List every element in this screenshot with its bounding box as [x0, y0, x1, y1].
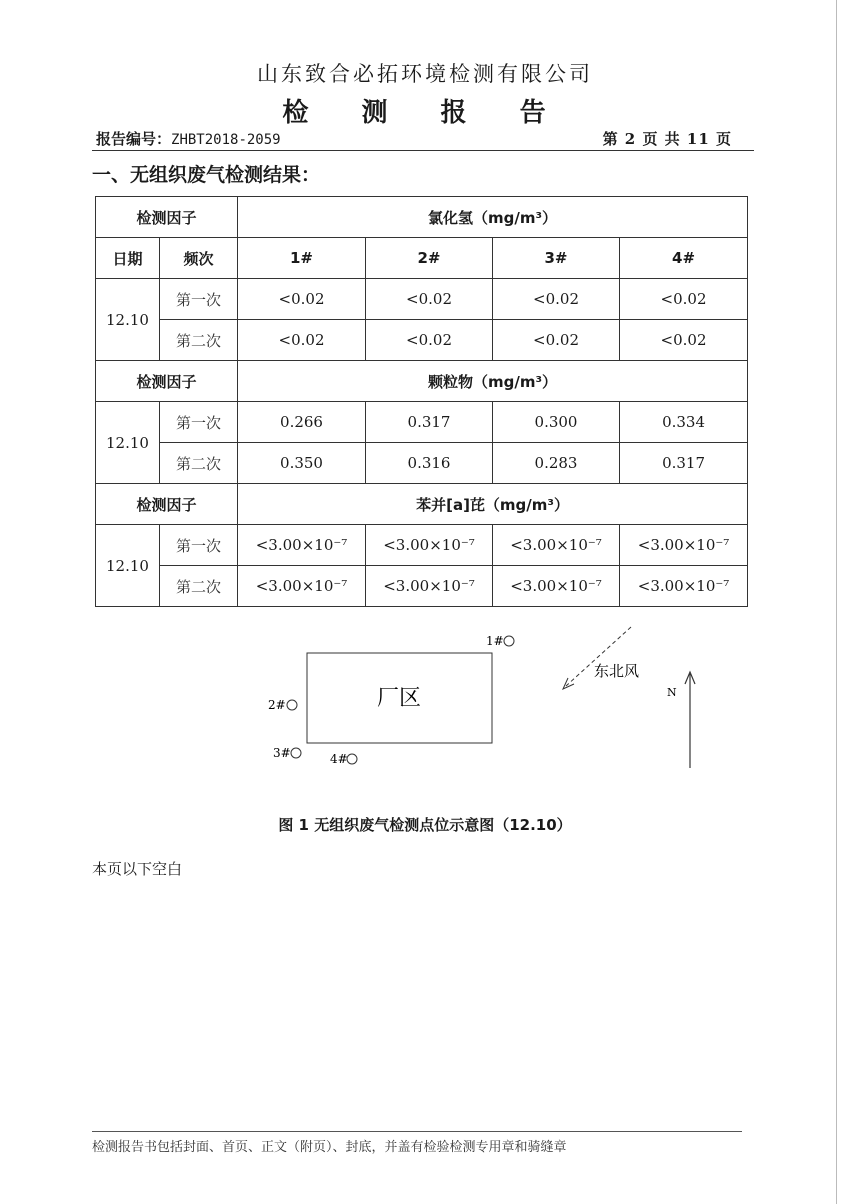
date-cell: 12.10 — [96, 402, 160, 484]
footer-note: 检测报告书包括封面、首页、正文（附页）、封底，并盖有检验检测专用章和骑缝章 — [92, 1140, 567, 1155]
wind-direction-label: 东北风 — [594, 662, 640, 680]
report-title: 检 测 报 告 — [282, 98, 568, 128]
value-cell: <3.00×10⁻⁷ — [366, 566, 493, 607]
value-cell: 0.283 — [493, 443, 620, 484]
value-cell: <3.00×10⁻⁷ — [238, 566, 366, 607]
value-cell: 0.350 — [238, 443, 366, 484]
point-2-label: 2# — [268, 698, 286, 712]
frequency-cell: 第一次 — [160, 279, 238, 320]
frequency-cell: 第二次 — [160, 566, 238, 607]
value-cell: <0.02 — [620, 279, 748, 320]
point-header: 1# — [238, 238, 366, 279]
factor-name: 颗粒物（mg/m³） — [238, 361, 748, 402]
point-4-marker — [347, 754, 357, 764]
value-cell: <3.00×10⁻⁷ — [620, 566, 748, 607]
frequency-cell: 第一次 — [160, 402, 238, 443]
factor-name: 氯化氢（mg/m³） — [238, 197, 748, 238]
value-cell: <0.02 — [493, 279, 620, 320]
value-cell: <0.02 — [238, 320, 366, 361]
blank-note: 本页以下空白 — [92, 860, 183, 878]
value-cell: <3.00×10⁻⁷ — [620, 525, 748, 566]
point-header: 4# — [620, 238, 748, 279]
frequency-cell: 第二次 — [160, 320, 238, 361]
point-header: 3# — [493, 238, 620, 279]
north-label: N — [667, 686, 677, 699]
frequency-header: 频次 — [160, 238, 238, 279]
value-cell: 0.317 — [366, 402, 493, 443]
value-cell: 0.334 — [620, 402, 748, 443]
page-info: 第 2 页 共 11 页 — [602, 130, 732, 148]
value-cell: <0.02 — [366, 279, 493, 320]
value-cell: 0.316 — [366, 443, 493, 484]
point-2-marker — [287, 700, 297, 710]
point-3-label: 3# — [273, 746, 291, 760]
section-heading: 一、无组织废气检测结果： — [92, 164, 321, 186]
point-header: 2# — [366, 238, 493, 279]
value-cell: <0.02 — [238, 279, 366, 320]
frequency-cell: 第一次 — [160, 525, 238, 566]
value-cell: 0.266 — [238, 402, 366, 443]
point-3-marker — [291, 748, 301, 758]
report-number-value: ZHBT2018-2059 — [171, 132, 281, 148]
value-cell: <3.00×10⁻⁷ — [493, 525, 620, 566]
value-cell: <0.02 — [366, 320, 493, 361]
value-cell: <0.02 — [493, 320, 620, 361]
value-cell: <3.00×10⁻⁷ — [366, 525, 493, 566]
date-cell: 12.10 — [96, 279, 160, 361]
factor-label: 检测因子 — [96, 484, 238, 525]
factor-label: 检测因子 — [96, 197, 238, 238]
point-1-marker — [504, 636, 514, 646]
footer-divider — [92, 1131, 742, 1132]
point-4-label: 4# — [330, 752, 348, 766]
date-cell: 12.10 — [96, 525, 160, 607]
value-cell: 0.300 — [493, 402, 620, 443]
factor-name: 苯并[a]芘（mg/m³） — [238, 484, 748, 525]
point-1-label: 1# — [486, 634, 504, 648]
value-cell: <3.00×10⁻⁷ — [493, 566, 620, 607]
page-edge — [836, 0, 837, 1204]
date-header: 日期 — [96, 238, 160, 279]
value-cell: 0.317 — [620, 443, 748, 484]
report-number-label: 报告编号： — [96, 130, 172, 148]
value-cell: <0.02 — [620, 320, 748, 361]
company-name: 山东致合必拓环境检测有限公司 — [257, 62, 593, 86]
value-cell: <3.00×10⁻⁷ — [238, 525, 366, 566]
figure-caption: 图 1 无组织废气检测点位示意图（12.10） — [278, 816, 572, 834]
plant-area-label: 厂区 — [376, 686, 422, 711]
frequency-cell: 第二次 — [160, 443, 238, 484]
factor-label: 检测因子 — [96, 361, 238, 402]
